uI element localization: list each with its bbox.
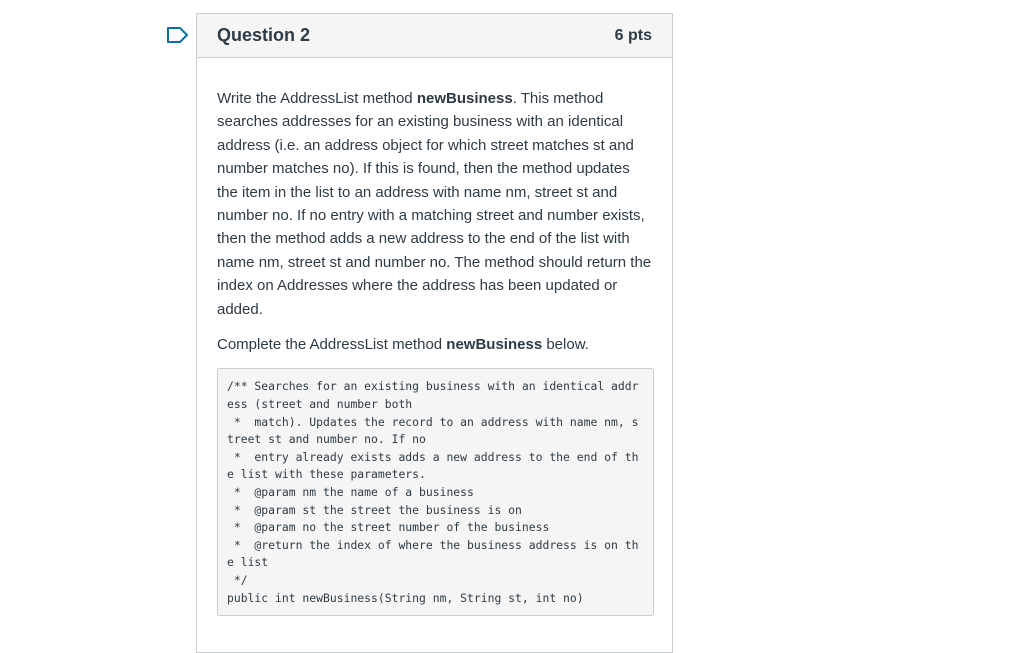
question-prompt	[217, 87, 652, 321]
instruction-method-name: newBusiness	[446, 336, 543, 354]
code-snippet: /** Searches for an existing business with an identical address (street and number both * match). Updates the record to an address with name nm, street st and number no. If no * entry already exists adds a new address to the end of the list with these parameters. * @param nm the name of a business * @param st the street the business is on * @param no the street number of the business * @return the index of where the business address is on the list */ public int newBusiness(String nm, String st, int no)	[217, 368, 654, 616]
question-title: Question 2	[217, 25, 311, 45]
instruction-text-end: below.	[542, 336, 589, 354]
question-header	[197, 14, 672, 58]
question-body	[197, 58, 672, 616]
instruction-text-start: Complete the AddressList method	[217, 336, 447, 354]
question-instruction	[217, 333, 652, 356]
prompt-text-start: Write the AddressList method	[217, 90, 417, 107]
prompt-text-end: . This method searches addresses for an existing business with an identical address (i.e. an address object for which street matches st and number matches no). If this is found, then the method updates the item in the list to an address with name nm, street st and number no. If no entry with a matching street and number exists, then the method adds a new address to the end of the list with name nm, street st and number no. The method should return the index on Addresses where the address has been updated or added.	[217, 90, 652, 318]
question-points: 6 pts	[614, 26, 652, 44]
flag-question-icon[interactable]	[166, 26, 190, 44]
question-card	[196, 13, 673, 653]
prompt-method-name: newBusiness	[416, 90, 513, 107]
